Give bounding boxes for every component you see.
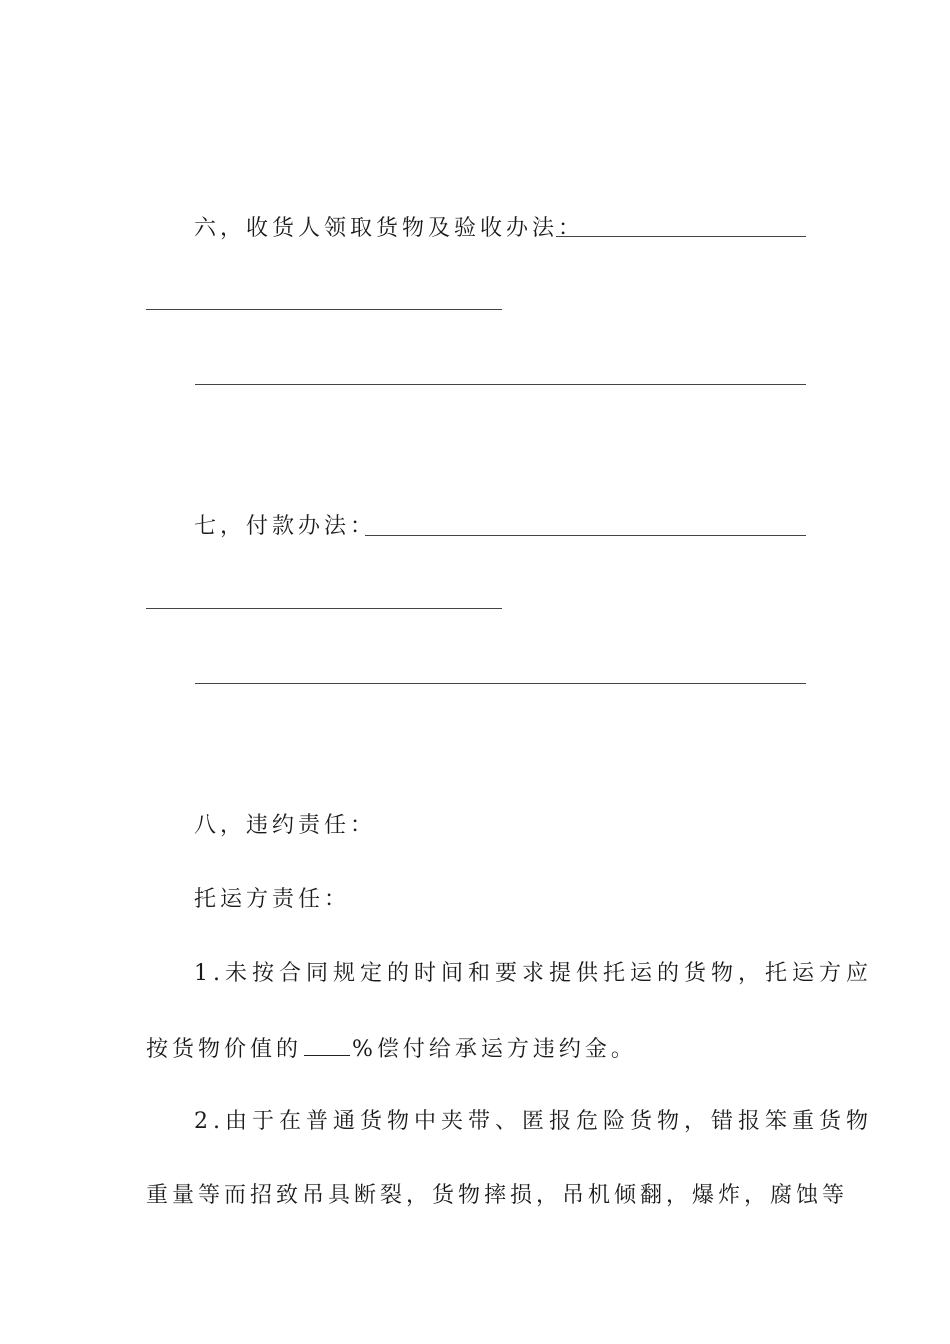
percentage-blank [304,1037,350,1056]
clause-1-line-1: 1.未按合同规定的时间和要求提供托运的货物，托运方应 [194,961,873,986]
section-8-heading: 八，违约责任： [194,813,377,838]
clause-1-line-2 [146,1037,637,1061]
shipper-responsibility-heading: 托运方责任： [194,887,351,912]
clause-2-line-1: 2.由于在普通货物中夹带、匿报危险货物，错报笨重货物 [194,1109,873,1134]
fill-line [146,309,502,310]
fill-line [365,535,806,536]
fill-line [146,608,502,609]
section-7-heading: 七，付款办法： [194,514,377,539]
fill-line [556,236,806,237]
fill-line [195,384,806,385]
clause-1-text-before-blank: 按货物价值的 [146,1037,303,1062]
fill-line [195,683,806,684]
clause-2-line-2: 重量等而招致吊具断裂，货物摔损，吊机倾翻，爆炸，腐蚀等 [146,1183,849,1208]
clause-1-text-after-blank: %偿付给承运方违约金。 [352,1037,637,1062]
section-6-heading: 六，收货人领取货物及验收办法： [194,216,585,241]
